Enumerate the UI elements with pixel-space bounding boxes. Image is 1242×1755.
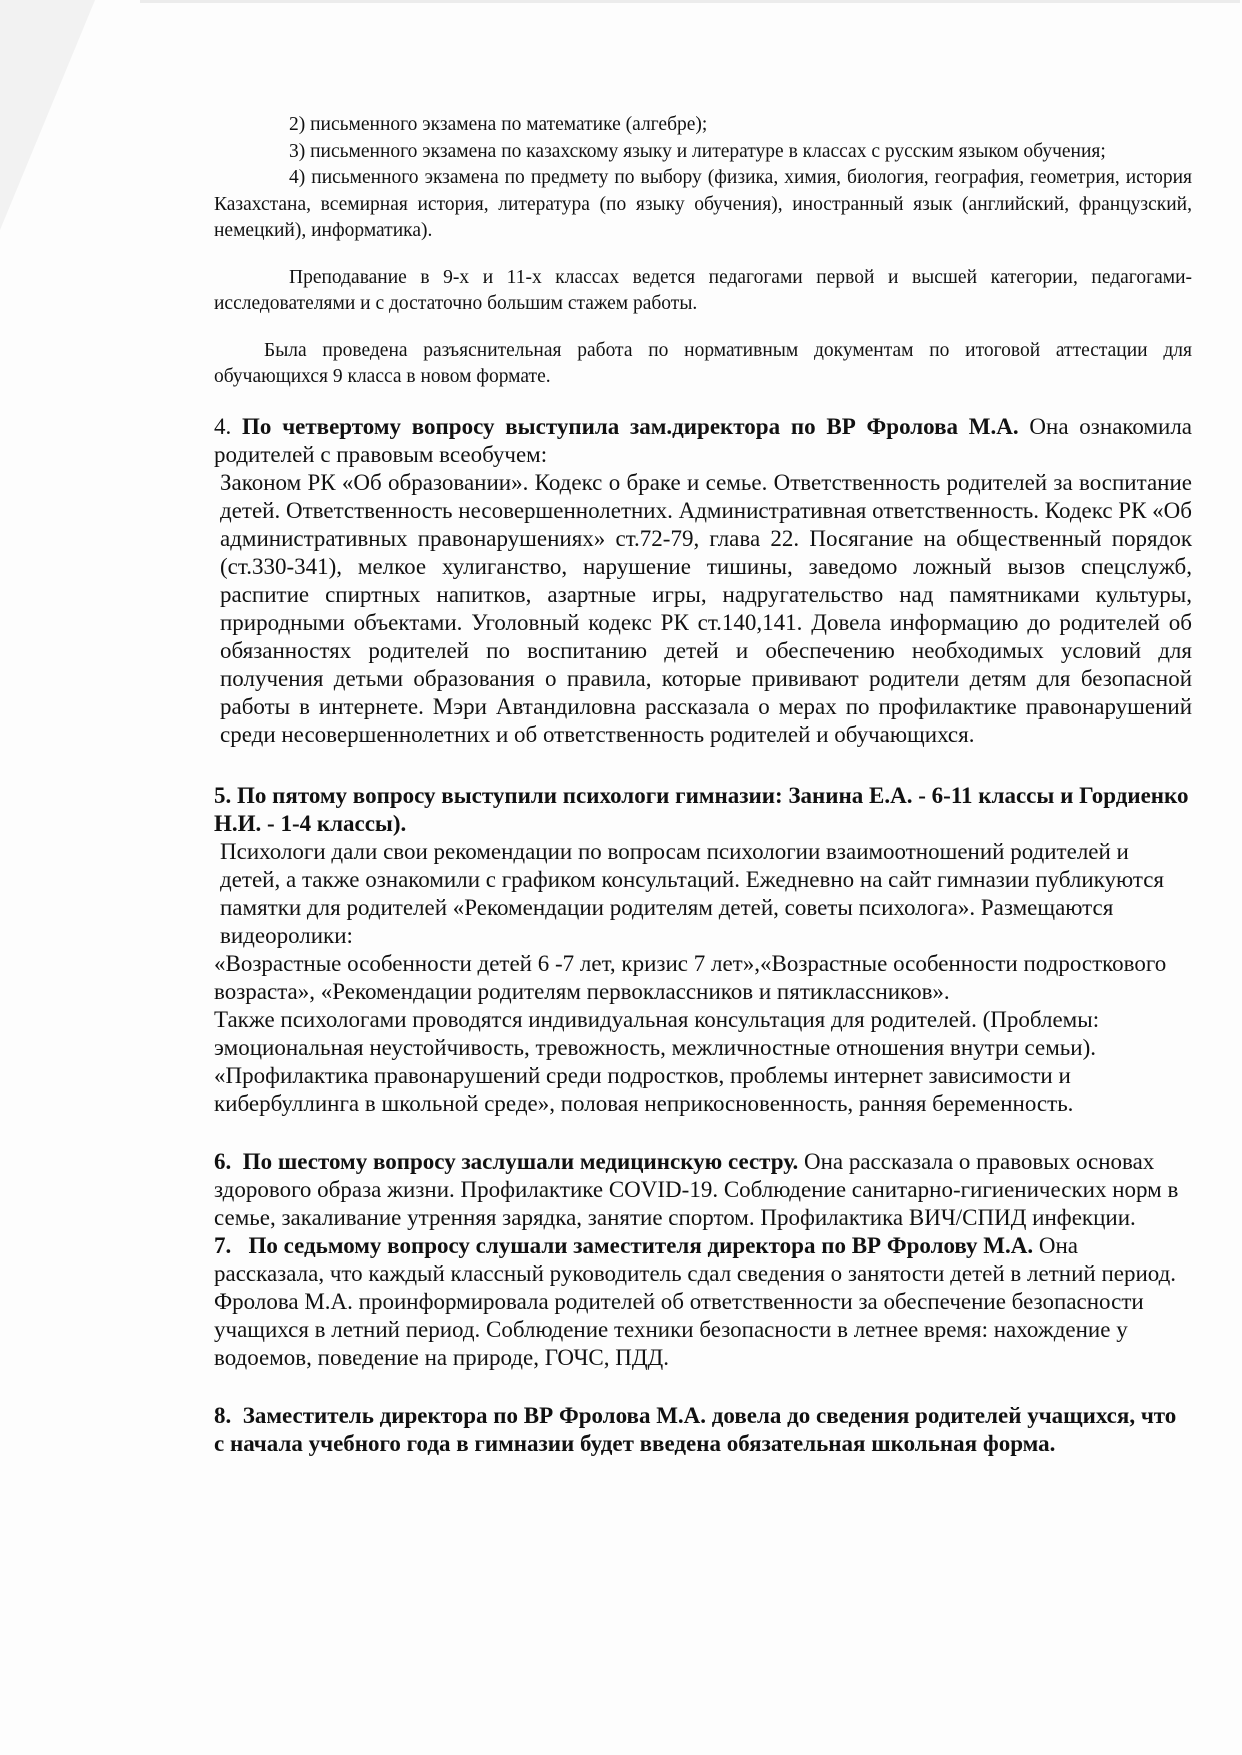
section-6-heading: По шестому вопросу заслушали медицинскую сестру. (242, 1148, 799, 1174)
document-body (214, 112, 1192, 1458)
section-4-heading-paragraph (214, 413, 1192, 469)
section-4-body: Законом РК «Об образовании». Кодекс о браке и семье. Ответственность родителей за воспитание детей. Ответственность несовершеннолетних. Административная ответственность. Кодекс РК «Об административных правонарушениях» ст.72-79, глава 22. Посягание на общественный порядок (ст.330-341), мелкое хулиганство, нарушение тишины, заведомо ложный вызов спецслужб, распитие спиртных напитков, азартные игры, надругательство над памятниками культуры, природными объектами. Уголовный кодекс РК ст.140,141. Довела информацию до родителей об обязанностях родителей по воспитанию детей и обеспечению необходимых условий для получения детьми образования о правила, которые прививают родители детям для безопасной работы в интернете. Мэри Автандиловна рассказала о мерах по профилактике правонарушений среди несовершеннолетних и об ответственность родителей и обучающихся. (220, 469, 1192, 747)
section-5-heading (214, 782, 1192, 838)
exam-item-4: 4) письменного экзамена по предмету по выбору (физика, химия, биология, география, геометрия, история Казахстана, всемирная история, литература (по языку обучения), иностранный язык (английский, французский, немецкий), информатика). (214, 167, 1192, 241)
section-4-number: 4. (214, 413, 232, 439)
scan-shadow-top (140, 0, 1240, 3)
section-7-paragraph (214, 1232, 1192, 1372)
section-5-heading-text: 5. По пятому вопросу выступили психологи гимназии: Занина Е.А. - 6-11 классы и Гордиенко Н.И. - 1-4 классы). (214, 782, 1189, 836)
explanatory-paragraph: Была проведена разъяснительная работа по нормативным документам по итоговой аттестации для обучающихся 9 класса в новом формате. (214, 339, 1192, 387)
section-5-body: Психологи дали свои рекомендации по вопросам психологии взаимоотношений родителей и детей, а также ознакомили с графиком консультаций. Ежедневно на сайт гимназии публикуются памятки для родителей «Рекомендации родителям детей, советы психолога». Размещаются видеоролики: (220, 838, 1165, 948)
section-6-number: 6. (214, 1148, 232, 1174)
teaching-paragraph: Преподавание в 9-х и 11-х классах ведется педагогами первой и высшей категории, педагогами-исследователями и с достаточно большим стажем работы. (214, 266, 1192, 314)
section-4-heading: По четвертому вопросу выступила зам.директора по ВР Фролова М.А. (242, 413, 1019, 439)
section-5-consult: Также психологами проводятся индивидуальная консультация для родителей. (Проблемы: эмоциональная неустойчивость, тревожность, межличностные отношения внутри семьи). (214, 1006, 1100, 1060)
section-7-heading: По седьмому вопросу слушали заместителя директора по ВР Фролову М.А. (248, 1232, 1034, 1258)
section-5-videos: «Возрастные особенности детей 6 -7 лет, кризис 7 лет»,«Возрастные особенности подросткового возраста», «Рекомендации родителям первоклассников и пятиклассников». (214, 950, 1167, 1004)
scan-shadow (0, 0, 95, 230)
section-5-topics: «Профилактика правонарушений среди подростков, проблемы интернет зависимости и кибербуллинга в школьной среде», половая неприкосновенность, ранняя беременность. (214, 1062, 1074, 1116)
section-8-heading: Заместитель директора по ВР Фролова М.А. довела до сведения родителей учащихся, что с начала учебного года в гимназии будет введена обязательная школьная форма. (214, 1402, 1177, 1456)
section-4-intro: Она ознакомила родителей с правовым всеобучем: (214, 413, 1193, 467)
section-7-number: 7. (214, 1232, 232, 1258)
exam-item-3: 3) письменного экзамена по казахскому языку и литературе в классах с русским языком обучения; (289, 140, 1106, 162)
exam-item-2: 2) письменного экзамена по математике (алгебре); (289, 114, 708, 135)
section-8-number: 8. (214, 1402, 232, 1428)
section-8-paragraph (214, 1402, 1192, 1458)
section-6-body: Она рассказала о правовых основах здорового образа жизни. Профилактике COVID-19. Соблюдение санитарно-гигиенических норм в семье, закаливание утренняя зарядка, занятие спортом. Профилактика ВИЧ/СПИД инфекции. (214, 1148, 1179, 1230)
section-6-paragraph (214, 1148, 1192, 1232)
section-7-body: Она рассказала, что каждый классный руководитель сдал сведения о занятости детей в летний период. Фролова М.А. проинформировала родителей об ответственности за обеспечение безопасности учащихся в летний период. Соблюдение техники безопасности в летнее время: нахождение у водоемов, поведение на природе, ГОЧС, ПДД. (214, 1232, 1177, 1370)
